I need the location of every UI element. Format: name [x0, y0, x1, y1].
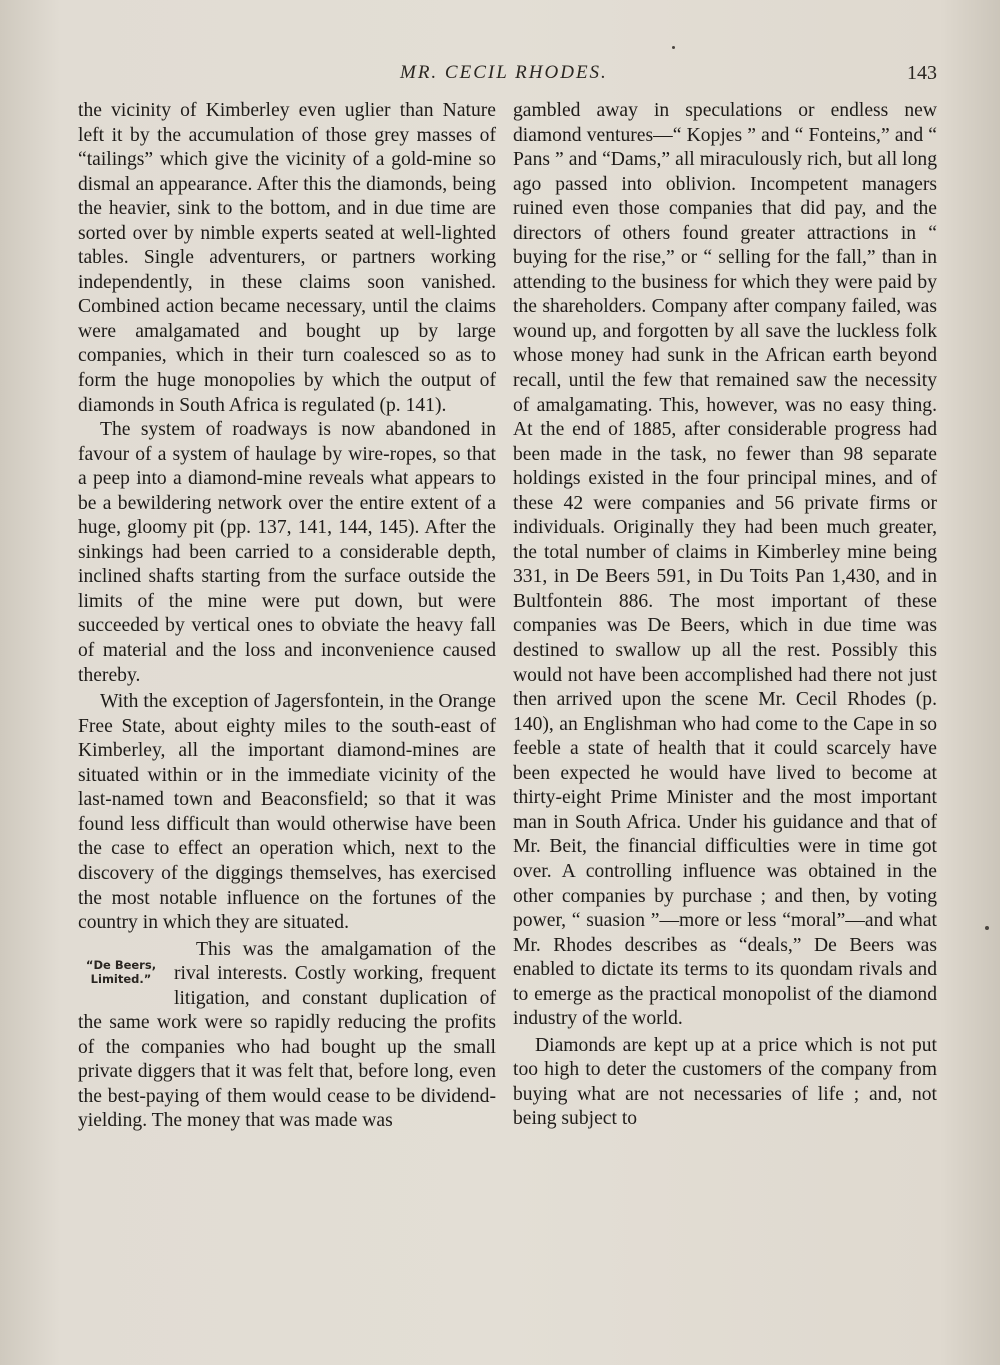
paper-speck: [672, 46, 675, 49]
left-paragraph-4: This was the amalgamation of the rival interests. Costly working, frequent litigation, and constant duplication of the same work were so rapidly reducing the profits of the companies who had bought up the small private diggers that it was felt that, before long, even the best-paying of them would cease to be dividend-yielding. The money that was made was: [78, 938, 496, 1132]
page-number: 143: [907, 62, 937, 84]
left-paragraph-2: The system of roadways is now abandoned in favour of a system of haulage by wire-ropes, so that a peep into a diamond-mine reveals what appears to be a bewildering network over the entire extent of a huge, gloomy pit (pp. 137, 141, 144, 145). After the sinkings had been carried to a considerable depth, inclined shafts starting from the surface outside the limits of the mine were put down, but were succeeded by vertical ones to obviate the heavy fall of material and the loss and inconvenience caused thereby.: [78, 419, 496, 686]
right-paragraph-2: Diamonds are kept up at a price which is not put too high to deter the customers of the company from buying what are not necessaries of life ; and, not being subject to: [513, 1034, 937, 1130]
running-title: MR. CECIL RHODES.: [400, 62, 608, 83]
margin-note: “De Beers, Limited.”: [85, 957, 157, 986]
right-column: [513, 99, 937, 1132]
left-column: [78, 99, 496, 1134]
right-paragraph-1: gambled away in speculations or endless new diamond ventures—“ Kopjes ” and “ Fonteins,” and “ Pans ” and “Dams,” all miraculously rich, but all long ago passed into oblivion. Incompetent managers ruined even those companies that did pay, and the directors of others found greater attractions in “ buying for the rise,” or “ selling for the fall,” than in attending to the business for which they were paid by the shareholders. Company after company failed, was wound up, and forgotten by all save the luckless folk whose money had sunk in the African earth beyond recall, until the few that remained saw the necessity of amalgamating. This, however, was no easy thing. At the end of 1885, after considerable progress had been made in the task, no fewer than 98 separate holdings existed in the four principal mines, and of these 42 were companies and 56 private firms or individuals. Originally they had been much greater, the total number of claims in Kimberley mine being 331, in De Beers 591, in Du Toits Pan 1,430, and in Bultfontein 886. The most important of these companies was De Beers, which in due time was destined to swallow up all the rest. Possibly this would not have been accomplished had there not just then arrived upon the scene Mr. Cecil Rhodes (p. 140), an Englishman who had come to the Cape in so feeble a state of health that it could scarcely have been expected he would have lived to become at thirty-eight Prime Minister and the most important man in South Africa. Under his guidance and that of Mr. Beit, the financial difficulties were in time got over. A controlling influence was obtained in the other companies by purchase ; and then, by voting power, “ suasion ”—more or less “moral”—and what Mr. Rhodes describes as “deals,” De Beers was enabled to dictate its terms to its quondam rivals and to emerge as the practical monopolist of the diamond industry of the world.: [513, 100, 937, 1030]
left-paragraph-3: With the exception of Jagersfontein, in the Orange Free State, about eighty miles to the south-east of Kimberley, all the important diamond-mines are situated within or in the immediate vicinity of the last-named town and Beaconsfield; so that it was found less difficult than would otherwise have been the case to effect an operation which, next to the discovery of the diggings themselves, has exercised the most notable influence on the fortunes of the country in which they are situated.: [78, 691, 496, 934]
left-paragraph-1: the vicinity of Kimberley even uglier than Nature left it by the accumulation of those grey masses of “tailings” which give the vicinity of a gold-mine so dismal an appearance. After this the diamonds, being the heavier, sink to the bottom, and in due time are sorted over by nimble experts seated at well-lighted tables. Single adventurers, or partners working independently, in these claims soon vanished. Combined action became necessary, until the claims were amalgamated and bought up by large companies, which in their turn coalesced so as to form the huge monopolies by which the output of diamonds in South Africa is regulated (p. 141).: [78, 100, 496, 416]
paper-speck: [985, 926, 989, 930]
